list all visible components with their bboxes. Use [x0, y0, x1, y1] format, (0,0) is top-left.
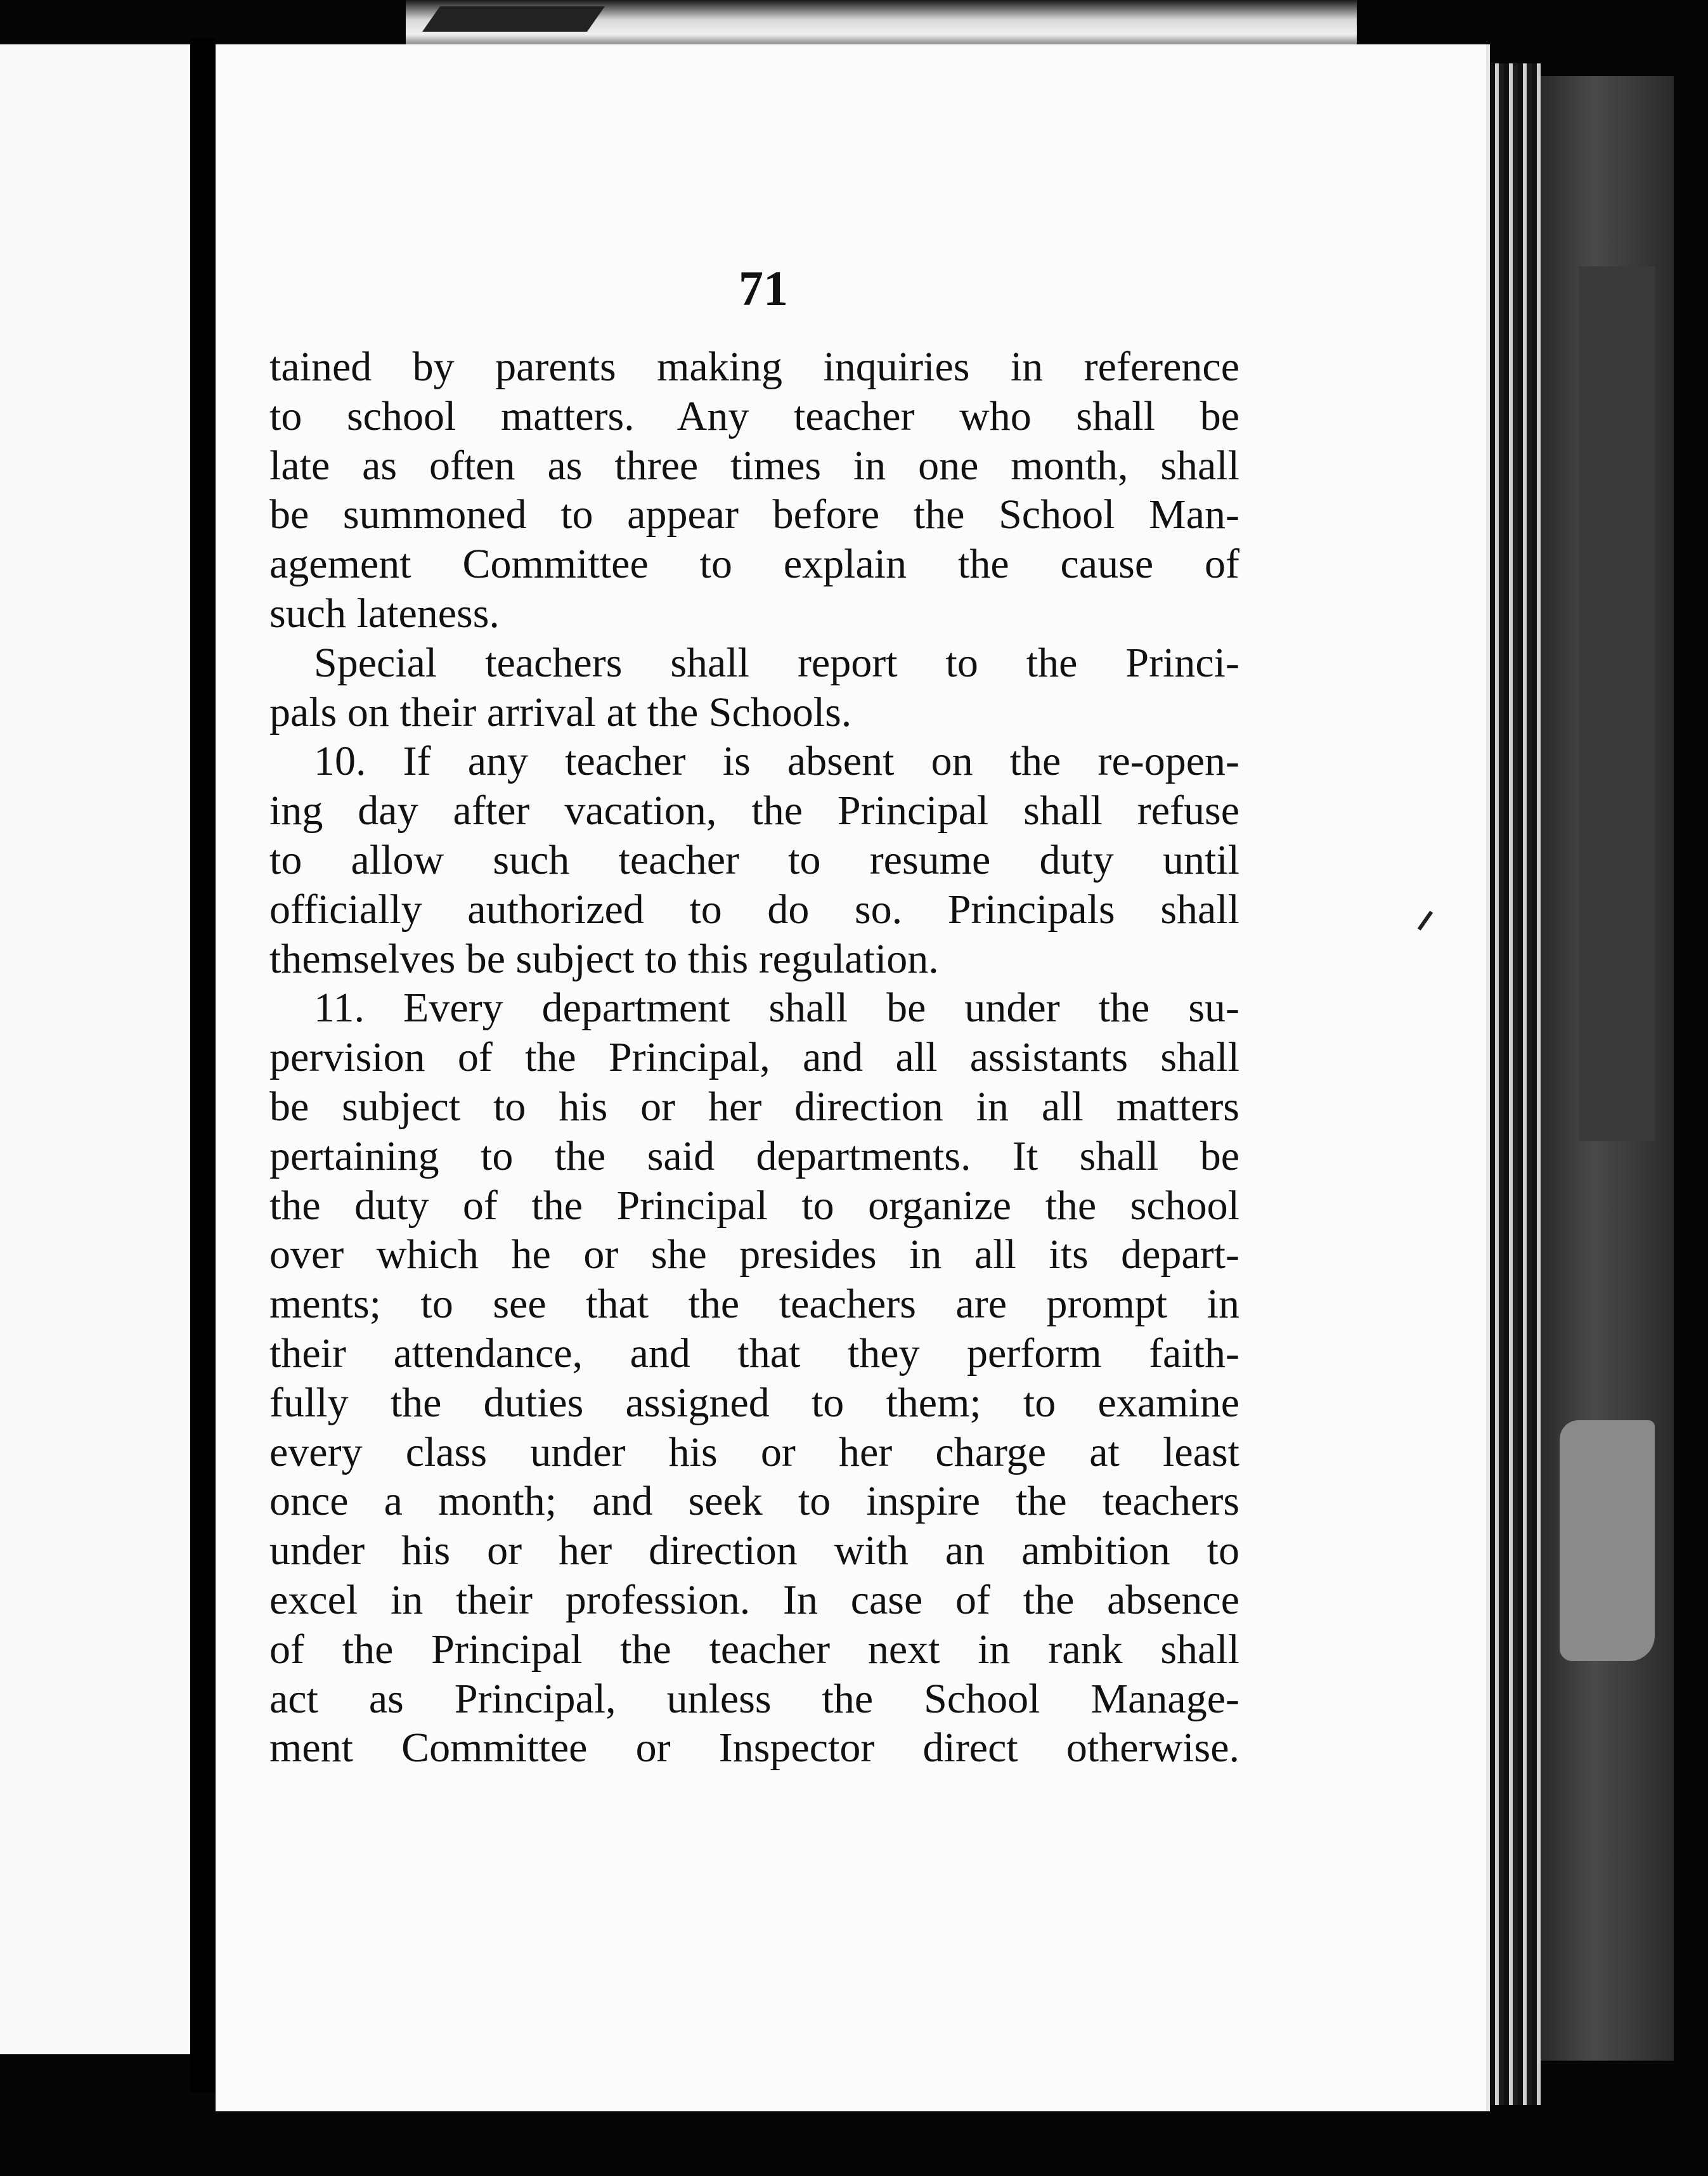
text-line: be subject to his or her direction in all matters: [269, 1083, 1239, 1130]
text-line: excel in their profession. In case of the absence: [269, 1576, 1239, 1623]
text-line: officially authorized to do so. Principals shall: [269, 886, 1239, 933]
text-line: under his or her direction with an ambition to: [269, 1527, 1239, 1574]
text-line: of the Principal the teacher next in rank shall: [269, 1626, 1239, 1673]
book-gutter: [190, 38, 216, 2092]
text-line: 10. If any teacher is absent on the re-open-: [314, 738, 1239, 785]
torn-paper-fragment: [422, 6, 605, 32]
text-line: Special teachers shall report to the Princi-: [314, 639, 1239, 686]
cover-shadow: [1579, 266, 1655, 1141]
page-number: 71: [739, 261, 788, 316]
text-line: the duty of the Principal to organize the school: [269, 1182, 1239, 1229]
text-line: ments; to see that the teachers are prompt in: [269, 1281, 1239, 1328]
text-line: 11. Every department shall be under the su-: [314, 985, 1239, 1032]
text-line: to school matters. Any teacher who shall be: [269, 392, 1239, 439]
text-line: their attendance, and that they perform faith-: [269, 1330, 1239, 1376]
text-line: agement Committee to explain the cause of: [269, 541, 1239, 588]
left-facing-page: [0, 44, 190, 2054]
cover-worn-patch: [1560, 1420, 1655, 1661]
text-line: themselves be subject to this regulation.: [269, 935, 939, 982]
page-block-edge: [1490, 63, 1541, 2105]
text-line: pervision of the Principal, and all assistants shall: [269, 1034, 1239, 1081]
text-line: every class under his or her charge at least: [269, 1428, 1239, 1475]
text-line: once a month; and seek to inspire the teachers: [269, 1478, 1239, 1525]
text-line: be summoned to appear before the School Man-: [269, 491, 1239, 538]
text-line: over which he or she presides in all its depart-: [269, 1231, 1239, 1278]
text-line: pals on their arrival at the Schools.: [269, 689, 852, 735]
page-body-text: [269, 342, 1239, 1773]
text-line: such lateness.: [269, 590, 500, 637]
text-line: act as Principal, unless the School Manage-: [269, 1675, 1239, 1722]
text-line: ment Committee or Inspector direct otherwise.: [269, 1725, 1239, 1771]
text-line: fully the duties assigned to them; to examine: [269, 1379, 1239, 1426]
text-line: tained by parents making inquiries in reference: [269, 344, 1239, 390]
text-line: ing day after vacation, the Principal shall refuse: [269, 787, 1239, 834]
text-line: to allow such teacher to resume duty until: [269, 836, 1239, 883]
text-line: pertaining to the said departments. It shall be: [269, 1132, 1239, 1179]
text-line: late as often as three times in one month, shall: [269, 442, 1239, 489]
